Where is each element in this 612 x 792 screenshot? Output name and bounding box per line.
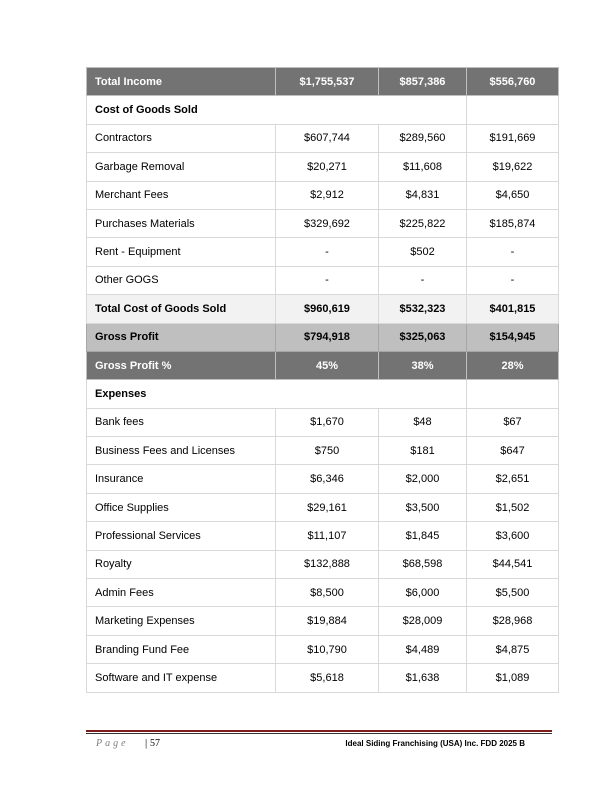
- cell-value: $8,500: [276, 579, 379, 607]
- cell-value: $1,755,537: [276, 68, 379, 96]
- table-row-total-income: [87, 68, 559, 96]
- row-label: Total Income: [87, 68, 276, 96]
- cell-value: $11,107: [276, 522, 379, 550]
- financial-statement-table: [86, 67, 559, 693]
- row-label: Merchant Fees: [87, 181, 276, 209]
- cell-value: $647: [467, 437, 559, 465]
- row-label: Other GOGS: [87, 266, 276, 294]
- row-label: Bank fees: [87, 408, 276, 436]
- row-label: Software and IT expense: [87, 664, 276, 692]
- table-row-total-cogs: [87, 295, 559, 323]
- cell-value: $10,790: [276, 635, 379, 663]
- cell-value: $5,618: [276, 664, 379, 692]
- cell-value: $4,650: [467, 181, 559, 209]
- cell-value: $4,875: [467, 635, 559, 663]
- cell-value: $750: [276, 437, 379, 465]
- table-row-section-expenses: [87, 380, 559, 408]
- table-row: [87, 522, 559, 550]
- cell-value: $289,560: [379, 124, 467, 152]
- table-row: [87, 124, 559, 152]
- row-label: Total Cost of Goods Sold: [87, 295, 276, 323]
- row-label: Purchases Materials: [87, 209, 276, 237]
- cell-value: $132,888: [276, 550, 379, 578]
- cell-value: $44,541: [467, 550, 559, 578]
- row-label: Marketing Expenses: [87, 607, 276, 635]
- cell-value: $2,912: [276, 181, 379, 209]
- cell-value: $2,651: [467, 465, 559, 493]
- cell-value: $19,622: [467, 153, 559, 181]
- cell-value: $502: [379, 238, 467, 266]
- table-row: [87, 209, 559, 237]
- cell-value: $191,669: [467, 124, 559, 152]
- row-label: Branding Fund Fee: [87, 635, 276, 663]
- cell-empty: [467, 380, 559, 408]
- row-label: Contractors: [87, 124, 276, 152]
- cell-value: $225,822: [379, 209, 467, 237]
- table-row: [87, 607, 559, 635]
- cell-value: $857,386: [379, 68, 467, 96]
- row-label: Rent - Equipment: [87, 238, 276, 266]
- cell-value: $556,760: [467, 68, 559, 96]
- table-row: [87, 664, 559, 692]
- cell-value: 38%: [379, 351, 467, 379]
- cell-value: -: [276, 238, 379, 266]
- cell-value: $5,500: [467, 579, 559, 607]
- cell-value: $154,945: [467, 323, 559, 351]
- cell-value: $1,089: [467, 664, 559, 692]
- row-label: Garbage Removal: [87, 153, 276, 181]
- cell-value: $19,884: [276, 607, 379, 635]
- table-row-section-cogs: [87, 96, 559, 124]
- cell-value: $4,489: [379, 635, 467, 663]
- cell-value: $2,000: [379, 465, 467, 493]
- footer-divider-black: [86, 733, 552, 734]
- cell-value: $1,638: [379, 664, 467, 692]
- cell-value: $4,831: [379, 181, 467, 209]
- cell-value: -: [467, 238, 559, 266]
- cell-value: $6,346: [276, 465, 379, 493]
- footer-document-title: Ideal Siding Franchising (USA) Inc. FDD 2025 B: [345, 739, 525, 748]
- cell-value: $532,323: [379, 295, 467, 323]
- cell-value: $11,608: [379, 153, 467, 181]
- cell-empty: [467, 96, 559, 124]
- cell-value: $20,271: [276, 153, 379, 181]
- row-label: Gross Profit: [87, 323, 276, 351]
- cell-value: $607,744: [276, 124, 379, 152]
- table-row: [87, 550, 559, 578]
- cell-value: $3,600: [467, 522, 559, 550]
- page-number: 57: [150, 738, 160, 749]
- cell-value: $960,619: [276, 295, 379, 323]
- row-label: Admin Fees: [87, 579, 276, 607]
- footer-divider-red: [86, 730, 552, 732]
- cell-value: -: [276, 266, 379, 294]
- cell-value: $794,918: [276, 323, 379, 351]
- row-label: Royalty: [87, 550, 276, 578]
- cell-value: $185,874: [467, 209, 559, 237]
- cell-value: $28,009: [379, 607, 467, 635]
- cell-value: $6,000: [379, 579, 467, 607]
- table-row: [87, 579, 559, 607]
- table-row: [87, 153, 559, 181]
- section-heading: Expenses: [87, 380, 467, 408]
- cell-value: $1,502: [467, 493, 559, 521]
- cell-value: $181: [379, 437, 467, 465]
- page-separator: |: [145, 737, 148, 749]
- table-row: [87, 635, 559, 663]
- row-label: Gross Profit %: [87, 351, 276, 379]
- cell-value: $68,598: [379, 550, 467, 578]
- cell-value: $67: [467, 408, 559, 436]
- cell-value: 28%: [467, 351, 559, 379]
- cell-value: -: [467, 266, 559, 294]
- table-row: [87, 266, 559, 294]
- section-heading: Cost of Goods Sold: [87, 96, 467, 124]
- table-row: [87, 493, 559, 521]
- page-label: Page: [96, 738, 129, 749]
- cell-value: $1,670: [276, 408, 379, 436]
- cell-value: $401,815: [467, 295, 559, 323]
- cell-value: 45%: [276, 351, 379, 379]
- cell-value: -: [379, 266, 467, 294]
- cell-value: $329,692: [276, 209, 379, 237]
- cell-value: $48: [379, 408, 467, 436]
- table-row: [87, 181, 559, 209]
- table-row: [87, 238, 559, 266]
- table-row-gross-profit: [87, 323, 559, 351]
- row-label: Insurance: [87, 465, 276, 493]
- cell-value: $1,845: [379, 522, 467, 550]
- table-row: [87, 465, 559, 493]
- table-row: [87, 408, 559, 436]
- cell-value: $3,500: [379, 493, 467, 521]
- table-row: [87, 437, 559, 465]
- cell-value: $28,968: [467, 607, 559, 635]
- cell-value: $325,063: [379, 323, 467, 351]
- cell-value: $29,161: [276, 493, 379, 521]
- row-label: Office Supplies: [87, 493, 276, 521]
- row-label: Business Fees and Licenses: [87, 437, 276, 465]
- table-row-gross-profit-percent: [87, 351, 559, 379]
- row-label: Professional Services: [87, 522, 276, 550]
